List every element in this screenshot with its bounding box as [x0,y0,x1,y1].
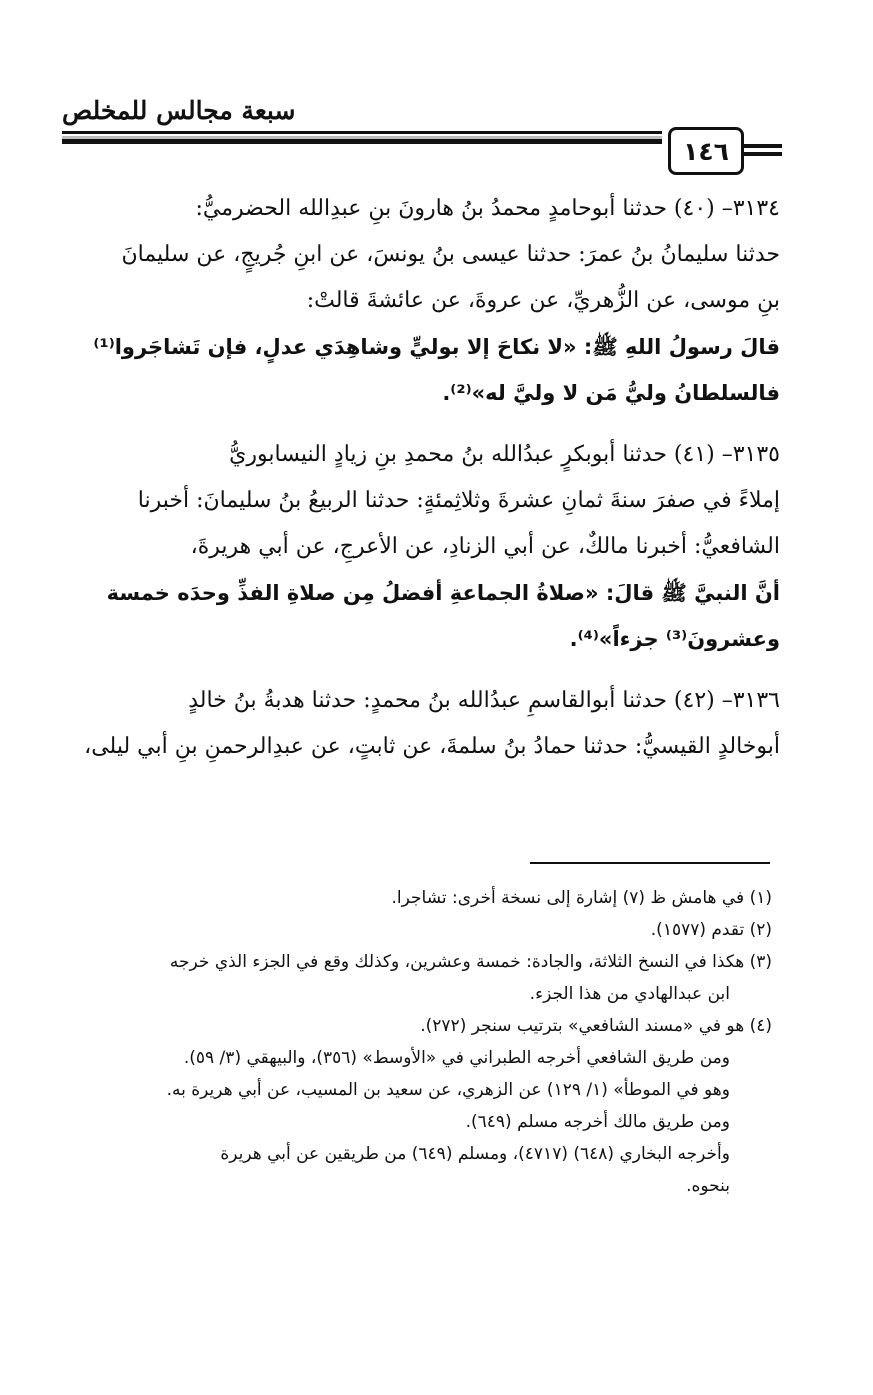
text-line: ٣١٣٦– (٤٢) حدثنا أبوالقاسمِ عبدُالله بنُ محمدٍ: حدثنا هدبةُ بنُ خالدٍ [188,688,780,713]
entry-3136 [62,678,780,770]
footnote-line: (٢) تقدم (١٥٧٧). [650,920,772,940]
footnote-line: (٣) هكذا في النسخ الثلاثة، والجادة: خمسة وعشرين، وكذلك وقع في الجزء الذي خرجه [169,952,772,972]
footnote-line: وهو في الموطأ» (١/ ١٢٩) عن الزهري، عن سعيد بن المسيب، عن أبي هريرة به. [166,1080,730,1100]
hadith-line: وعشرونَ⁽³⁾ جزءاً»⁽⁴⁾. [569,627,780,651]
footnote-separator [530,862,770,864]
text-line: بنِ موسى، عن الزُّهريِّ، عن عروةَ، عن عائشةَ قالتْ: [306,288,780,313]
hadith-line: أنَّ النبيَّ ﷺ قالَ: «صلاةُ الجماعةِ أفضلُ مِن صلاةِ الفذِّ وحدَه خمسة [106,581,780,605]
footnote-line: (١) في هامش ظ (٧) إشارة إلى نسخة أخرى: تشاجرا. [391,888,772,908]
footnote-line: ومن طريق الشافعي أخرجه الطبراني في «الأوسط» (٣٥٦)، والبيهقي (٣/ ٥٩). [183,1048,730,1068]
entry-3135 [62,432,780,662]
text-line: أبوخالدٍ القيسيُّ: حدثنا حمادُ بنُ سلمةَ، عن ثابتٍ، عن عبدِالرحمنِ بنِ أبي ليلى، [84,734,780,759]
hadith-line: قالَ رسولُ اللهِ ﷺ: «لا نكاحَ إلا بوليٍّ وشاهِدَي عدلٍ، فإن تَشاجَروا⁽¹⁾ [93,335,780,359]
text-line: ٣١٣٥– (٤١) حدثنا أبوبكرٍ عبدُالله بنُ محمدِ بنِ زيادٍ النيسابوريُّ [229,442,780,467]
text-line: ٣١٣٤– (٤٠) حدثنا أبوحامدٍ محمدُ بنُ هارونَ بنِ عبدِالله الحضرميُّ: [195,196,780,221]
footnote-line: ومن طريق مالك أخرجه مسلم (٦٤٩). [465,1112,730,1132]
footnote-line: ابن عبدالهادي من هذا الجزء. [529,984,730,1004]
header-rule-right [742,144,782,148]
footnote-line: وأخرجه البخاري (٦٤٨) (٤٧١٧)، ومسلم (٦٤٩) من طريقين عن أبي هريرة [220,1144,730,1164]
text-line: إملاءً في صفرَ سنةَ ثمانِ عشرةَ وثلاثِمئةٍ: حدثنا الربيعُ بنُ سليمانَ: أخبرنا [137,488,780,513]
text-line: حدثنا سليمانُ بنُ عمرَ: حدثنا عيسى بنُ يونسَ، عن ابنِ جُريجٍ، عن سليمانَ [121,242,780,267]
page-number: ١٤٦ [668,127,744,175]
header-rule-thick [62,139,662,144]
hadith-line: فالسلطانُ وليُّ مَن لا وليَّ له»⁽²⁾. [442,381,780,405]
header-rule-thin [62,131,662,134]
main-text [62,186,780,770]
running-header-title: سبعة مجالس للمخلص [62,96,296,125]
text-line: الشافعيُّ: أخبرنا مالكٌ، عن أبي الزنادِ، عن الأعرجِ، عن أبي هريرةَ، [190,534,780,559]
footnotes [62,882,772,1202]
entry-3134 [62,186,780,416]
footnote-line: بنحوه. [686,1176,730,1196]
footnote-line: (٤) هو في «مسند الشافعي» بترتيب سنجر (٢٧٢). [420,1016,772,1036]
